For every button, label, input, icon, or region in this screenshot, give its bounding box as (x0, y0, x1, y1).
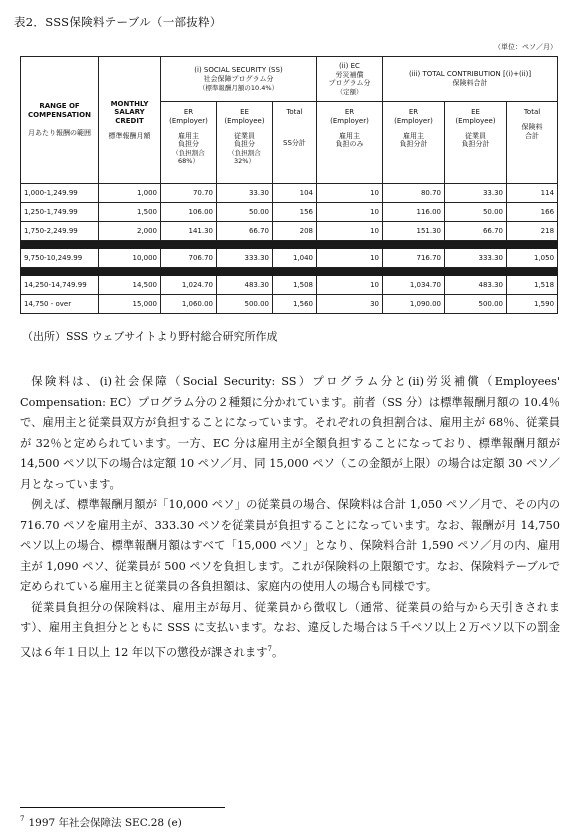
cell-ss-er: 70.70 (161, 184, 217, 203)
cell-ss-total: 156 (273, 203, 317, 222)
cell-tc-total: 1,590 (507, 295, 558, 314)
cell-tc-er: 80.70 (383, 184, 445, 203)
header-ec: (ii) EC 労災補償 プログラム分 （定額） (317, 57, 383, 102)
cell-ss-er: 106.00 (161, 203, 217, 222)
cell-tc-er: 1,090.00 (383, 295, 445, 314)
omitted-rows-band (21, 241, 558, 249)
cell-tc-ee: 333.30 (445, 249, 507, 268)
footnote-text: 1997 年社会保障法 SEC.28 (e) (28, 817, 182, 829)
table-row (21, 203, 558, 222)
cell-tc-er: 151.30 (383, 222, 445, 241)
cell-ec: 10 (317, 276, 383, 295)
table-row (21, 184, 558, 203)
header-ss-total: Total SS分計 (273, 102, 317, 184)
table-row (21, 249, 558, 268)
cell-tc-total: 1,050 (507, 249, 558, 268)
cell-ss-ee: 483.30 (217, 276, 273, 295)
paragraph: 従業員負担分の保険料は、雇用主が毎月、従業員から徴収し（通常、従業員の給与から天引きされます）、雇用主負担分とともに SSS に支払います。なお、違反した場合は５千ペソ以上２万ペソ以下の罰金又は６年１日以上 12 年以下の懲役が課されます$^7$。 (20, 600, 560, 659)
cell-tc-total: 114 (507, 184, 558, 203)
cell-ss-total: 208 (273, 222, 317, 241)
cell-credit: 15,000 (99, 295, 161, 314)
header-salary-credit: MONTHLY SALARY CREDIT 標準報酬月額 (99, 57, 161, 184)
header-tc-total: Total 保険料 合計 (507, 102, 558, 184)
footnote-reference: 7 (267, 644, 272, 653)
header-ss-er: ER (Employer) 雇用主 負担分 （負担割合 68%） (161, 102, 217, 184)
cell-tc-ee: 66.70 (445, 222, 507, 241)
header-tc-ee: EE (Employee) 従業員 負担分計 (445, 102, 507, 184)
header-ss-ee: EE (Employee) 従業員 負担分 （負担割合 32%） (217, 102, 273, 184)
cell-tc-er: 116.00 (383, 203, 445, 222)
cell-tc-total: 218 (507, 222, 558, 241)
cell-ss-er: 706.70 (161, 249, 217, 268)
cell-ss-total: 104 (273, 184, 317, 203)
cell-ss-ee: 333.30 (217, 249, 273, 268)
table-row (21, 276, 558, 295)
cell-range: 9,750-10,249.99 (21, 249, 99, 268)
cell-credit: 1,000 (99, 184, 161, 203)
unit-note: （単位：ペソ／月） (494, 43, 557, 51)
sss-contribution-table (20, 56, 558, 314)
cell-ec: 10 (317, 203, 383, 222)
omitted-rows-band (21, 268, 558, 276)
cell-ss-ee: 33.30 (217, 184, 273, 203)
cell-ec: 10 (317, 184, 383, 203)
cell-tc-ee: 50.00 (445, 203, 507, 222)
footnote-number: 7 (20, 815, 25, 823)
table-row (21, 295, 558, 314)
cell-ss-total: 1,040 (273, 249, 317, 268)
header-ec-er: ER (Employer) 雇用主 負担のみ (317, 102, 383, 184)
cell-range: 1,250-1,749.99 (21, 203, 99, 222)
cell-credit: 14,500 (99, 276, 161, 295)
paragraph: 保険料は、(i)社会保障（Social Security: SS）プログラム分と(ii)労災補償（Employees' Compensation: EC）プログラム分の２種類に分かれています。前者（SS 分）は標準報酬月額の 10.4％で、雇用主と従業員双方が負担することになっています。それぞれの負担割合は、雇用主が 68％、従業員が 32％と定められています。一方、EC 分は雇用主が全額負担することになっており、標準報酬月額が 14,500 ペソ以下の場合は定額 10 ペソ／月、同 15,000 ペソ（この金額が上限）の場合は定額 30 ペソ／月となっています。 (20, 375, 560, 491)
header-tc-er: ER (Employer) 雇用主 負担分計 (383, 102, 445, 184)
cell-ec: 10 (317, 249, 383, 268)
header-social-security: (i) SOCIAL SECURITY (SS) 社会保障プログラム分 （標準報酬月額の10.4%） (161, 57, 317, 102)
cell-tc-ee: 500.00 (445, 295, 507, 314)
paragraph: 例えば、標準報酬月額が「10,000 ペソ」の従業員の場合、保険料は合計 1,050 ペソ／月で、その内の 716.70 ペソを雇用主が、333.30 ペソを従業員が負担することになっています。なお、報酬が月 14,750 ペソ以上の場合、標準報酬月額はすべて「15,000 ペソ」となり、保険料合計 1,590 ペソ／月の内、雇用主が 1,090 ペソ、従業員が 500 ペソを負担します。これが保険料の上限額です。なお、保険料テーブルで定められている雇用主と従業員の各負担額は、家庭内の使用人の場合も同様です。 (20, 498, 560, 593)
cell-ss-ee: 50.00 (217, 203, 273, 222)
cell-range: 14,750 - over (21, 295, 99, 314)
cell-range: 14,250-14,749.99 (21, 276, 99, 295)
cell-tc-er: 1,034.70 (383, 276, 445, 295)
footnote-divider (20, 807, 225, 808)
cell-ec: 30 (317, 295, 383, 314)
cell-tc-ee: 33.30 (445, 184, 507, 203)
cell-ss-er: 141.30 (161, 222, 217, 241)
table-row (21, 222, 558, 241)
cell-range: 1,750-2,249.99 (21, 222, 99, 241)
cell-tc-total: 1,518 (507, 276, 558, 295)
cell-tc-ee: 483.30 (445, 276, 507, 295)
table-source-note: （出所）SSS ウェブサイトより野村総合研究所作成 (22, 330, 278, 343)
header-range: RANGE OF COMPENSATION 月あたり報酬の範囲 (21, 57, 99, 184)
cell-ss-er: 1,060.00 (161, 295, 217, 314)
table-caption: 表2．SSS保険料テーブル（一部抜粋） (14, 15, 222, 29)
cell-tc-er: 716.70 (383, 249, 445, 268)
cell-ec: 10 (317, 222, 383, 241)
cell-ss-total: 1,560 (273, 295, 317, 314)
footnote (20, 815, 182, 830)
cell-range: 1,000-1,249.99 (21, 184, 99, 203)
cell-ss-ee: 66.70 (217, 222, 273, 241)
cell-credit: 2,000 (99, 222, 161, 241)
paragraph-text: 従業員負担分の保険料は、雇用主が毎月、従業員から徴収し（通常、従業員の給与から天引きされます）、雇用主負担分とともに SSS に支払います。なお、違反した場合は５千ペソ以上２万ペソ以下の罰金又は６年１日以上 12 年以下の懲役が課されます (20, 600, 560, 659)
cell-credit: 10,000 (99, 249, 161, 268)
cell-ss-ee: 500.00 (217, 295, 273, 314)
cell-ss-total: 1,508 (273, 276, 317, 295)
cell-ss-er: 1,024.70 (161, 276, 217, 295)
header-total-contribution: (iii) TOTAL CONTRIBUTION [(i)+(ii)] 保険料合計 (383, 57, 558, 102)
cell-tc-total: 166 (507, 203, 558, 222)
body-text (20, 372, 560, 663)
cell-credit: 1,500 (99, 203, 161, 222)
